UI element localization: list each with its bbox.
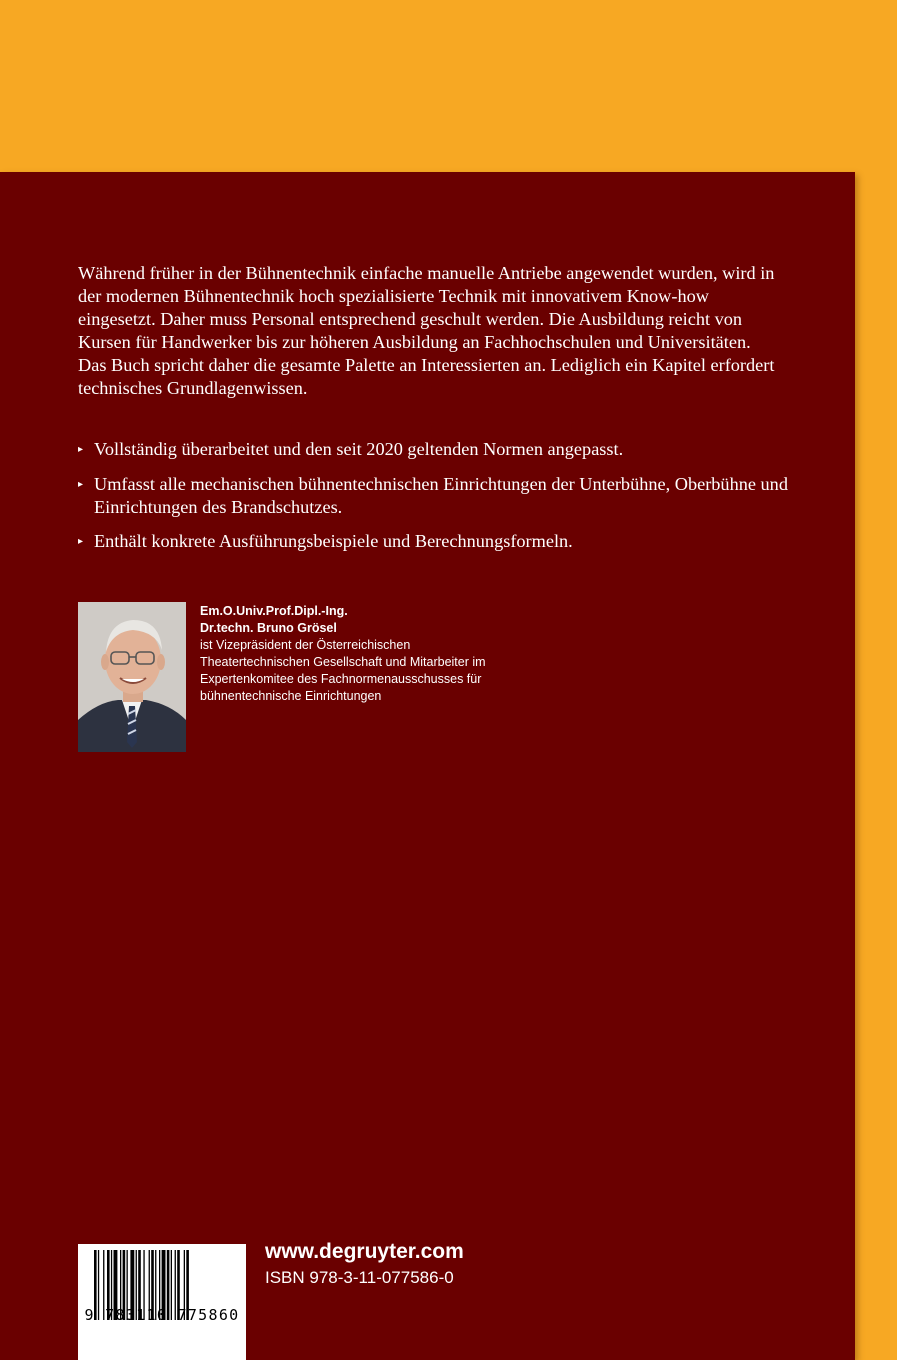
author-name: Dr.techn. Bruno Grösel	[200, 621, 337, 635]
feature-item	[78, 438, 798, 461]
feature-text: Enthält konkrete Ausführungsbeispiele und Berechnungsformeln.	[94, 531, 573, 551]
isbn-number: ISBN 978-3-11-077586-0	[265, 1268, 454, 1287]
feature-text: Vollständig überarbeitet und den seit 2020 geltenden Normen angepasst.	[94, 439, 624, 459]
bullet-triangle-icon: ▸	[78, 444, 84, 455]
barcode-digits: 9 783110 775860	[84, 1306, 240, 1324]
feature-list	[78, 438, 798, 565]
author-photo	[78, 602, 186, 752]
bullet-triangle-icon: ▸	[78, 479, 84, 490]
feature-item	[78, 473, 798, 519]
blurb-text: Während früher in der Bühnentechnik einfache manuelle Antriebe angewendet wurden, wird in der modernen Bühnentechnik hoch spezialisierte Technik mit innovativem Know-how eingesetzt. Daher muss Personal entsprechend geschult werden. Die Ausbildung reicht von Kursen für Handwerker bis zur höheren Ausbildung an Fachhochschulen und Universitäten. Das Buch spricht daher die gesamte Palette an Interessierten an. Lediglich ein Kapitel erfordert technisches Grundlagenwissen.	[78, 263, 775, 399]
author-name-title: Em.O.Univ.Prof.Dipl.-Ing.	[200, 604, 348, 618]
feature-item	[78, 530, 798, 553]
author-portrait-icon	[78, 602, 186, 752]
barcode	[78, 1244, 246, 1360]
bullet-triangle-icon: ▸	[78, 536, 84, 547]
publisher-url[interactable]: www.degruyter.com	[265, 1240, 464, 1263]
author-bio: ist Vizepräsident der Österreichischen Theatertechnischen Gesellschaft und Mitarbeiter im Expertenkomitee des Fachnormenausschusses für bühnentechnische Einrichtungen	[200, 638, 486, 703]
feature-text: Umfasst alle mechanischen bühnentechnischen Einrichtungen der Unterbühne, Oberbühne und Einrichtungen des Brandschutzes.	[94, 474, 788, 517]
author-info	[200, 603, 500, 705]
